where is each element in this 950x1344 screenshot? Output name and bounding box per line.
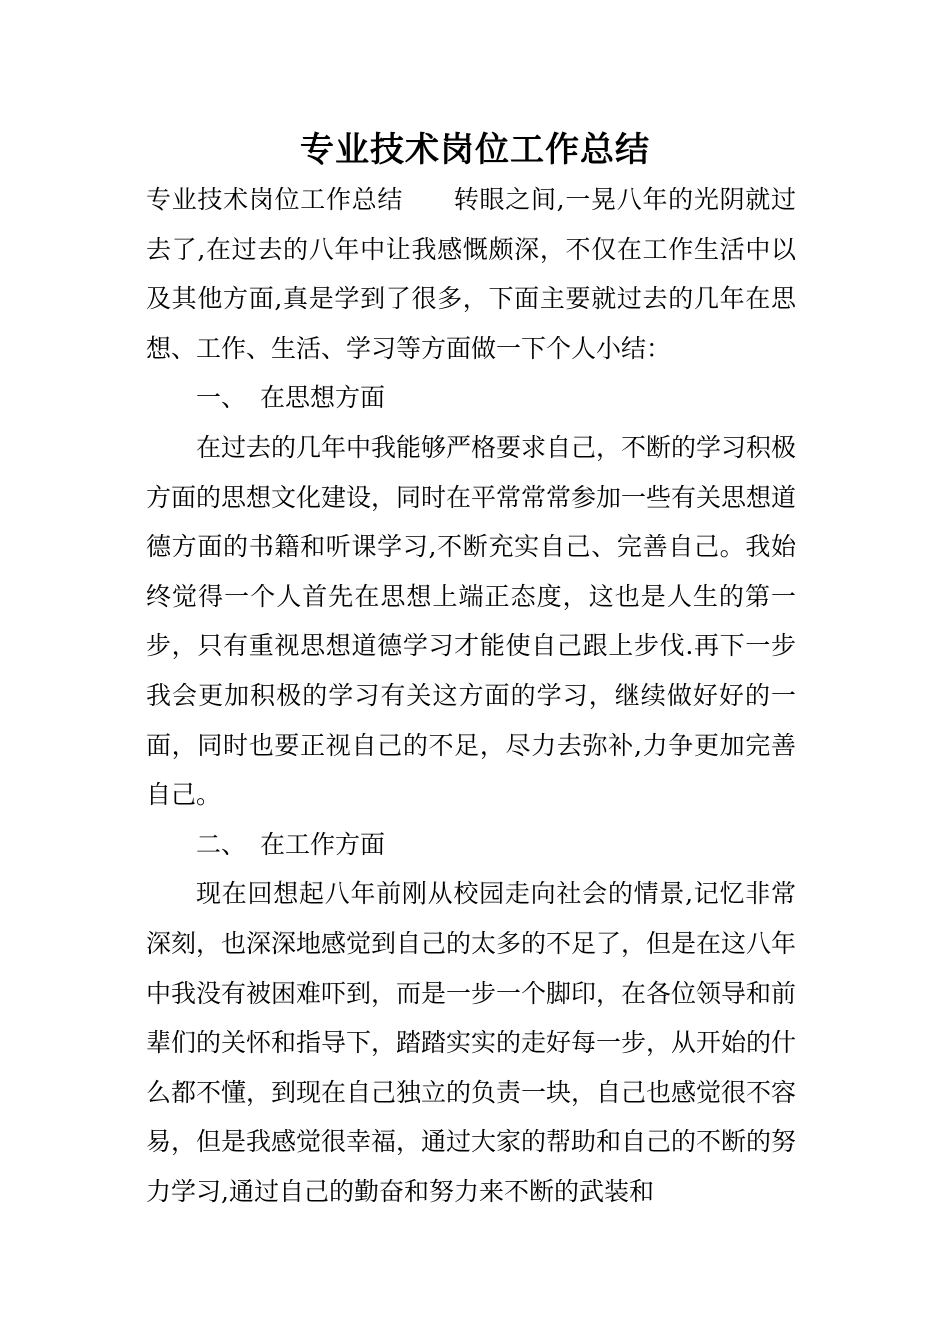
intro-lead: 专业技术岗位工作总结	[146, 185, 404, 214]
intro-paragraph	[146, 175, 796, 373]
intro-text: 转眼之间,一晃八年的光阴就过去了,在过去的八年中让我感慨颇深，不仅在工作生活中以及其他方面,真是学到了很多，下面主要就过去的几年在思想、工作、生活、学习等方面做一下个人小结：	[146, 185, 796, 363]
section-heading-2	[146, 820, 796, 870]
section-number-1: 一、	[196, 383, 247, 413]
document-title: 专业技术岗位工作总结	[300, 130, 650, 170]
section-paragraph-1: 在过去的几年中我能够严格要求自己，不断的学习积极方面的思想文化建设，同时在平常常常参加一些有关思想道德方面的书籍和听课学习,不断充实自己、完善自己。我始终觉得一个人首先在思想上端正态度，这也是人生的第一步，只有重视思想道德学习才能使自己跟上步伐.再下一步我会更加积极的学习有关这方面的学习，继续做好好的一面，同时也要正视自己的不足，尽力去弥补,力争更加完善自己。	[146, 432, 797, 810]
section-heading-1	[146, 373, 796, 423]
section-paragraph-2: 现在回想起八年前刚从校园走向社会的情景,记忆非常深刻，也深深地感觉到自己的太多的不足了，但是在这八年中我没有被困难吓到，而是一步一个脚印，在各位领导和前辈们的关怀和指导下，踏踏实实的走好每一步，从开始的什么都不懂，到现在自己独立的负责一块，自己也感觉很不容易，但是我感觉很幸福，通过大家的帮助和自己的不断的努力学习,通过自己的勤奋和努力来不断的武装和	[146, 879, 797, 1206]
document-body	[146, 175, 796, 1216]
section-heading-text-2: 在工作方面	[260, 829, 386, 859]
section-number-2: 二、	[196, 829, 247, 859]
section-heading-text-1: 在思想方面	[260, 383, 386, 413]
